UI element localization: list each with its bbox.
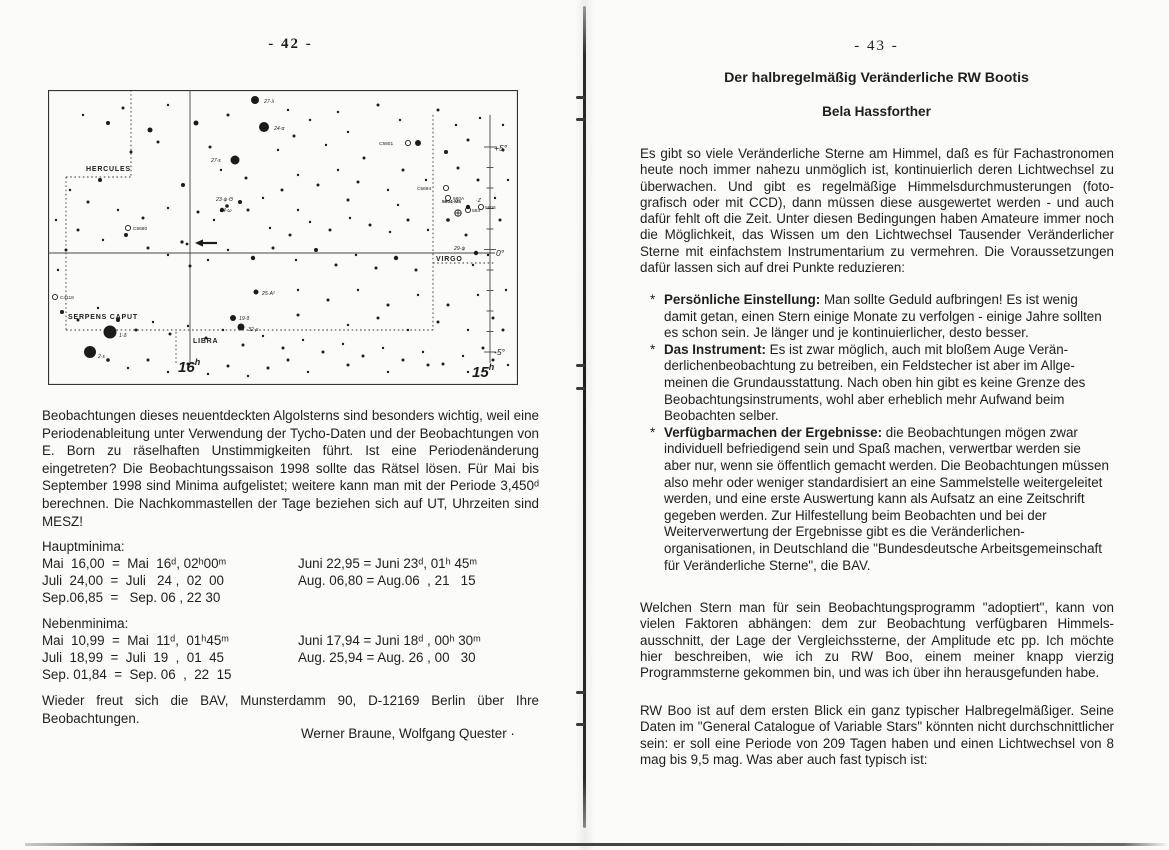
intro-paragraph: Es gibt so viele Veränderliche Sterne am Himmel, daß es für Fachastronomen heute noch immer nahezu unmöglich ist, kontinuierlich deren Lichtwechsel zu überwachen. Und gibt es regelmäßige Himmelsdurchmusterungen (foto-grafisch oder mit CCD), dann müssen diese ausgewertet werden - und auch dafür fehlt oft die Zeit. Unter diesen Bedingungen haben Amateure immer noch die Möglichkeit, das Wissen um den Lichtwechsel Tausender Veränderlicher Sterne mit einfachstem Instrumentarium zu vermehren. Die Voraussetzungen dafür lassen sich auf drei Punkte reduzieren:	[640, 146, 1114, 276]
svg-text:SERPENS CAPUT: SERPENS CAPUT	[68, 314, 138, 321]
article-author: Bela Hassforther	[822, 104, 931, 119]
paragraph-observations: Beobachtungen dieses neuentdeckten Algolsterns sind besonders wichtig, weil eine Periodenableitung unter Verwendung der Tycho-Daten und der Beobachtungen von E. Born zu räselhaften Unstimmigkeiten führt. Ist eine Periodenänderung eingetreten? Die Beobachtungssaison 1998 sollte das Rätsel lösen. Für Mai bis September 1998 sind Minima aufgelistet; weitere kann man mit der Periode 3,450ᵈ berechnen. Die Nachkommastellen der Tage beziehen sich auf UT, Uhrzeiten sind MESZ!	[42, 408, 539, 529]
svg-text:+5°: +5°	[494, 143, 508, 153]
svg-text:C5694: C5694	[417, 187, 432, 192]
svg-text:27·λ: 27·λ	[264, 99, 275, 105]
staple-mark	[576, 387, 585, 390]
star-chart-svg	[48, 90, 518, 385]
star-chart	[48, 90, 518, 390]
minima-row	[42, 649, 552, 666]
bullet-lead: Persönliche Einstellung:	[664, 292, 821, 307]
page-43	[585, 0, 1169, 850]
svg-text:LIBRA: LIBRA	[193, 338, 219, 345]
minima-row	[42, 555, 552, 572]
svg-text:HERCULES: HERCULES	[86, 166, 131, 173]
svg-text:-5°: -5°	[494, 347, 505, 357]
asterisk-bullet-icon: *	[650, 341, 656, 357]
minima-cell: Aug. 25,94 = Aug. 26 , 00 30	[298, 650, 476, 665]
minima-row	[42, 632, 552, 649]
svg-text:5806: 5806	[485, 206, 496, 211]
svg-text:C5801: C5801	[379, 142, 394, 147]
staple-mark	[576, 723, 585, 726]
svg-text:15h: 15$^h$	[472, 362, 495, 381]
svg-text:C5680: C5680	[133, 227, 148, 232]
minima-cell: Aug. 06,80 = Aug.06 , 21 15	[298, 573, 476, 588]
minima-cell: Juli 18,99 = Juli 19 , 01 45	[42, 650, 225, 665]
staple-mark	[576, 691, 585, 694]
minima-cell	[298, 666, 552, 683]
svg-text:583: 583	[472, 209, 481, 214]
article-title: Der halbregelmäßig Veränderliche RW Bootis	[724, 70, 1029, 86]
svg-text:580A: 580A	[453, 197, 465, 202]
minima-cell: Juli 24,00 = Juli 24 , 02 00	[42, 573, 225, 588]
minima-cell: Mai 16,00 = Mai 16ᵈ, 02ʰ00ᵐ	[42, 556, 227, 571]
bullet-item-persoenliche-einstellung	[651, 292, 1109, 342]
minima-row	[42, 589, 552, 606]
bullet-item-verfuegbarmachen	[651, 425, 1109, 574]
minima-cell: Mai 10,99 = Mai 11ᵈ, 01ʰ45ᵐ	[42, 633, 229, 648]
asterisk-bullet-icon: *	[650, 292, 656, 307]
closing-paragraph: Wieder freut sich die BAV, Munsterdamm 90, D-12169 Berlin über Ihre Beobachtungen.	[42, 693, 539, 726]
minima-cell: Sep. 01,84 = Sep. 06 , 22 15	[42, 667, 232, 682]
minima-cell: Sep.06,85 = Sep. 06 , 22 30	[42, 590, 221, 605]
svg-text:5904·M5: 5904·M5	[442, 200, 461, 205]
svg-text:1·δ: 1·δ	[119, 333, 127, 339]
asterisk-bullet-icon: *	[650, 424, 656, 440]
svg-text:2·ε: 2·ε	[98, 354, 105, 360]
minima-cell: Juni 17,94 = Juni 18ᵈ , 00ʰ 30ᵐ	[298, 633, 481, 648]
svg-text:23·ψ·Θ: 23·ψ·Θ	[216, 197, 234, 203]
page-number-left: - 42 -	[268, 36, 313, 52]
minima-cell: Juni 22,95 = Juni 23ᵈ, 01ʰ 45ᵐ	[298, 556, 478, 571]
svg-text:25·A²: 25·A²	[262, 291, 275, 297]
hauptminima-section	[42, 538, 552, 606]
bullet-item-das-instrument	[651, 342, 1109, 425]
svg-text:24·α: 24·α	[274, 126, 285, 132]
svg-text:29·ψ: 29·ψ	[454, 246, 466, 252]
minima-row	[42, 572, 552, 589]
page-number-right: - 43 -	[854, 38, 899, 54]
minima-row	[42, 666, 552, 683]
scan-edge-bottom	[25, 843, 1169, 846]
bullet-lead: Verfügbarmachen der Ergebnisse:	[664, 424, 883, 440]
paragraph-star-choice: Welchen Stern man für sein Beobachtungsprogramm "adoptiert", kann von vielen Faktoren abhängen: dem zur Beobachtung verfügbaren Himmels-ausschnitt, der Lage der Vergleichssterne, der Amplitude etc pp. Ich möchte hier beschreiben, wie ich zu RW Boo, einem meiner knapp vierzig Programmsterne gekommen bin, und was ich über ihn herausgefunden habe.	[640, 600, 1114, 681]
svg-text:19·δ: 19·δ	[239, 316, 250, 322]
svg-text:32·μ: 32·μ	[248, 327, 259, 333]
svg-text:·Z: ·Z	[476, 198, 481, 204]
staple-mark	[576, 364, 585, 367]
minima-cell	[298, 589, 552, 606]
hauptminima-title: Hauptminima:	[42, 539, 125, 554]
svg-text:27·ε: 27·ε	[211, 158, 221, 164]
svg-text:0°: 0°	[496, 248, 505, 258]
signature: Werner Braune, Wolfgang Quester ·	[301, 726, 515, 741]
bullet-text: Man sollte Geduld aufbringen! Es ist wenig damit getan, einen Stern einige Monate zu verfolgen - einige Jahre sollten es schon sein. Je länger und je kontinuierlicher, desto besser.	[664, 292, 1102, 341]
nebenminima-title: Nebenminima:	[42, 616, 129, 631]
svg-text:C4118: C4118	[60, 296, 74, 301]
svg-text:16h: 16$^h$	[178, 357, 201, 376]
bullet-lead: Das Instrument:	[664, 341, 766, 357]
staple-mark	[576, 96, 585, 99]
svg-text:VIRGO: VIRGO	[436, 256, 463, 263]
bullet-list	[651, 292, 1109, 574]
staple-mark	[576, 118, 585, 121]
bullet-text: Es ist zwar möglich, auch mit bloßem Auge Verän-derlichenbeobachtung zu betreiben, ein Feldstecher ist aber im Allge-meinen die Grundausstattung. Nach oben hin gibt es keine Grenze des Beobachtungsinstruments, wohl aber erheblich mehr Aufwand beim Beobachten selber.	[664, 341, 1086, 424]
svg-text:24·ω: 24·ω	[220, 208, 232, 214]
paragraph-rw-boo: RW Boo ist auf dem ersten Blick ein ganz typischer Halbregelmäßiger. Seine Daten im "General Catalogue of Variable Stars" könnten nicht durchschnittlicher sein: er soll eine Periode von 209 Tagen haben und einen Lichtwechsel von 8 mag bis 9,5 mag. Was aber auch fast typisch ist:	[640, 703, 1114, 767]
nebenminima-section	[42, 615, 552, 683]
bullet-text: die Beobachtungen mögen zwar individuell befriedigend sein und Spaß machen, verwertbar werden sie aber nur, wenn sie öffentlich gemacht werden. Die Beobachtungen müssen also mehr oder weniger standardisiert an eine Sammelstelle weitergeleitet werden, und eine erste Auswertung kann als Aufsatz an eine Zeitschrift gegeben werden. Zur Hilfestellung beim Beobachten und bei der Weiterverwertung der Ergebnisse gibt es die Veränderlichen-organisationen, in Deutschland die "Bundesdeutsche Arbeitsgemeinschaft für Veränderliche Sterne", die BAV.	[664, 424, 1109, 573]
